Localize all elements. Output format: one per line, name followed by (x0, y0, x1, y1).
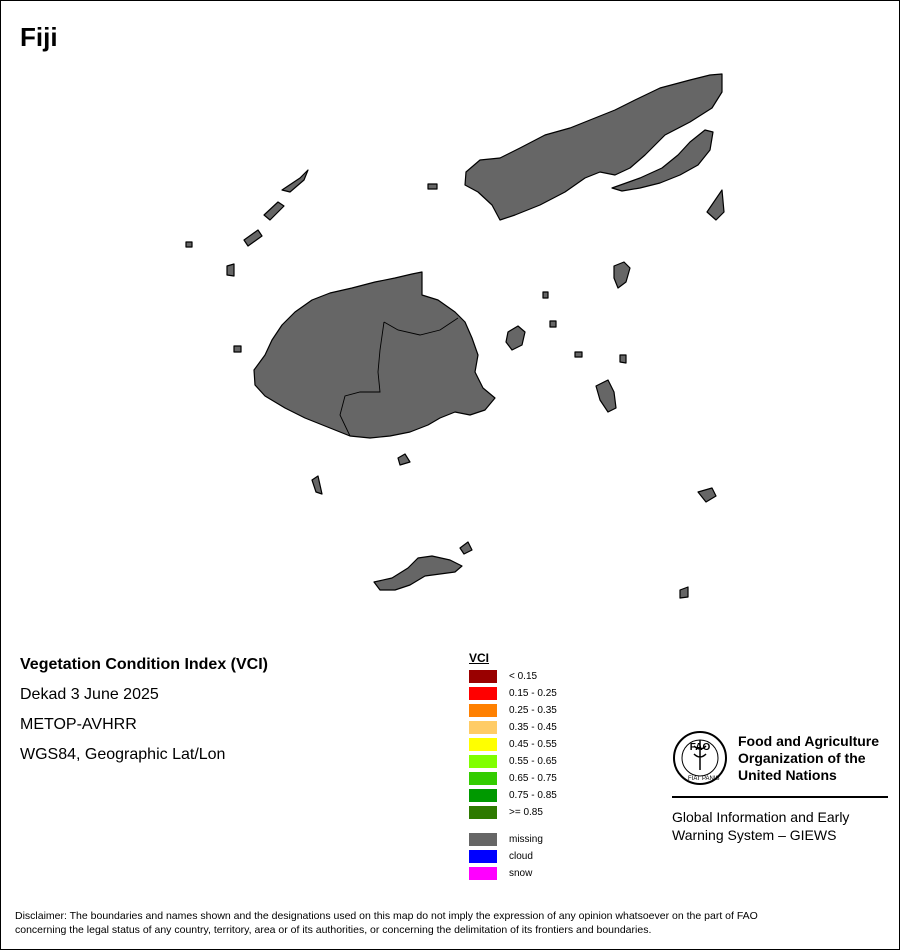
island-yasawa-3 (244, 230, 262, 246)
legend-class-swatch (469, 687, 497, 700)
legend-extra-label: snow (509, 868, 533, 879)
legend-extra-swatch (469, 833, 497, 846)
legend-class-label: 0.55 - 0.65 (509, 756, 557, 767)
legend-extra-label: missing (509, 834, 543, 845)
island-koro (614, 262, 630, 288)
legend-class-swatch (469, 738, 497, 751)
island-kadavu (374, 556, 462, 590)
legend-extra-label: cloud (509, 851, 533, 862)
legend-class-row (469, 787, 557, 804)
legend-class-swatch (469, 806, 497, 819)
island-beqa (398, 454, 410, 465)
islet-4 (550, 321, 556, 327)
fao-name-line2: Organization of the (738, 749, 866, 766)
sensor-label: METOP-AVHRR (20, 716, 137, 733)
island-kadavu-east (460, 542, 472, 554)
legend-class-label: >= 0.85 (509, 807, 543, 818)
disclaimer-line2: concerning the legal status of any country, territory, area or of its authorities, or concerning the delimitation of its frontiers and boundaries. (15, 924, 652, 936)
legend-class-swatch (469, 704, 497, 717)
map-title: Fiji (20, 22, 58, 52)
islet-2 (575, 352, 582, 357)
islet-3 (620, 355, 626, 363)
legend-class-swatch (469, 772, 497, 785)
islet-6 (186, 242, 192, 247)
island-gau (596, 380, 616, 412)
legend-class-row (469, 719, 557, 736)
island-yasawa-2 (264, 202, 284, 220)
fao-name-line1: Food and Agriculture (738, 732, 880, 749)
legend-class-row (469, 753, 557, 770)
legend-class-label: < 0.15 (509, 671, 538, 682)
fao-block (672, 730, 888, 844)
fao-divider (672, 796, 888, 798)
map-info (20, 656, 268, 776)
disclaimer-line1: Disclaimer: The boundaries and names shown and the designations used on this map do not imply the expression of any opinion whatsoever on the part of FAO (15, 910, 758, 922)
legend-class-row (469, 685, 557, 702)
legend-extra-row (469, 831, 557, 848)
giews-line2: Warning System – GIEWS (672, 827, 837, 843)
islet-8 (234, 346, 241, 352)
island-east-islet (707, 190, 724, 220)
fao-logo-text: FAO (689, 742, 711, 753)
island-lau-south (698, 488, 716, 502)
islet-5 (543, 292, 548, 298)
legend-class-row (469, 770, 557, 787)
period-label: Dekad 3 June 2025 (20, 686, 159, 703)
legend-class-swatch (469, 721, 497, 734)
legend-class-swatch (469, 670, 497, 683)
legend-class-label: 0.45 - 0.55 (509, 739, 557, 750)
legend-extra-row (469, 865, 557, 882)
island-ovalau (506, 326, 525, 350)
fao-name-line3: United Nations (738, 766, 837, 783)
index-name: Vegetation Condition Index (VCI) (20, 656, 268, 673)
island-vanua-levu (465, 74, 722, 220)
giews-line1: Global Information and Early (672, 809, 850, 825)
fao-name (738, 733, 879, 784)
fao-motto-right: PANIS (702, 776, 720, 782)
legend-class-row (469, 702, 557, 719)
legend-class-swatch (469, 755, 497, 768)
legend-class-row (469, 668, 557, 685)
legend-class-label: 0.15 - 0.25 (509, 688, 557, 699)
island-lau-islet (680, 587, 688, 598)
disclaimer (15, 909, 885, 937)
giews-name (672, 808, 888, 844)
legend-extra-swatch (469, 850, 497, 863)
island-yasawa-1 (282, 170, 308, 192)
legend-class-label: 0.35 - 0.45 (509, 722, 557, 733)
fao-motto-left: FIAT (688, 776, 701, 782)
legend-class-row (469, 804, 557, 821)
legend-class-swatch (469, 789, 497, 802)
projection-label: WGS84, Geographic Lat/Lon (20, 746, 226, 763)
legend-class-row (469, 736, 557, 753)
legend-class-label: 0.65 - 0.75 (509, 773, 557, 784)
legend-extra (469, 831, 557, 882)
legend-extra-row (469, 848, 557, 865)
legend-classes (469, 668, 557, 821)
vci-legend (469, 651, 557, 882)
legend-class-label: 0.25 - 0.35 (509, 705, 557, 716)
island-viti-levu (254, 272, 495, 438)
legend-class-label: 0.75 - 0.85 (509, 790, 557, 801)
islet-1 (312, 476, 322, 494)
legend-title: VCI (469, 651, 490, 665)
fao-logo-icon (672, 730, 728, 786)
legend-extra-swatch (469, 867, 497, 880)
island-yasawa-4 (227, 264, 234, 276)
islet-7 (428, 184, 437, 189)
